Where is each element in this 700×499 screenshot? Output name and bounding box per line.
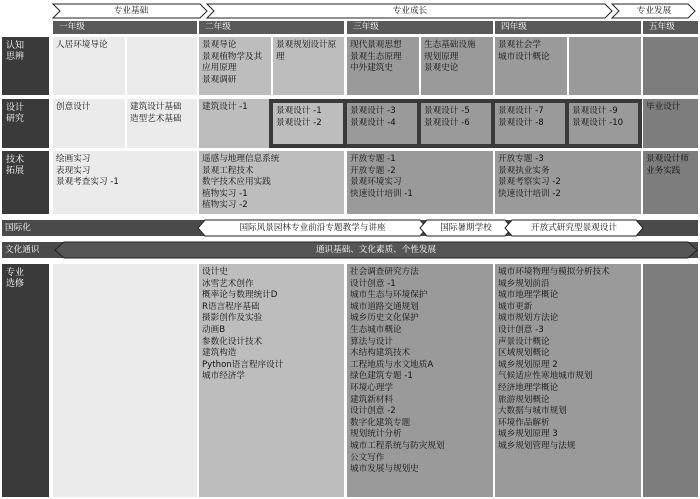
design-y3b: 景观设计 -5 景观设计 -6 [421,103,491,144]
elective-y5 [643,264,698,497]
cognition-y4b [569,37,641,95]
elective-y3: 社会调查研究方法 设计创意 -1 城市生态与环境保护 城市道路交通规划 城乡历史文化保护 生态城市概论 算法与设计 木结构建筑技术 工程地质与水文地质A 绿色建筑专题 -1 环境心理学 建筑新材料 设计创意 -2 数字化建筑专题 规划统计分析 城市工程系统与防灾规划 公文写作 城市发展与规划史 [347,264,493,497]
design-y2a: 建筑设计 -1 [199,99,269,148]
phase-label-growth: 专业成长 [392,6,428,16]
elective-y2: 设计史 冰雪艺术创作 概率论与数理统计D R语言程序基础 摄影创作及实验 动画B 参数化设计技术 建筑构造 Python语言程序设计 城市经济学 [199,264,344,497]
cognition-y3b: 生态基础设施 规划原理 景观史论 [421,37,493,95]
year-4-header: 四年级 [495,21,641,34]
technical-y4: 开放专题 -3 景观执业实务 景观考察实习 -2 快速设计培训 -2 [495,151,641,214]
design-y1a: 创意设计 [53,99,125,148]
design-y4b: 景观设计 -9 景观设计 -10 [569,103,638,144]
row-label-culture: 文化通识 [5,245,40,255]
design-y4a: 景观设计 -7 景观设计 -8 [495,103,565,144]
design-y2b: 景观设计 -1 景观设计 -2 [273,103,343,144]
technical-y3: 开放专题 -1 开放专题 -2 景观环境实习 快速设计培训 -1 [347,151,493,214]
year-2-header: 二年级 [199,21,344,34]
year-1-header: 一年级 [53,21,197,34]
phase-label-development: 专业发展 [636,6,672,16]
international-bar-frontier: 国际风景园林专业前沿专题教学与讲座 [239,223,386,233]
cognition-y2b: 景观规划设计原 理 [273,37,344,95]
cognition-y5 [643,37,698,95]
international-bar-research: 开放式研究型景观设计 [531,223,617,233]
row-label-elective: 专业 选修 [2,264,49,497]
design-y3a: 景观设计 -3 景观设计 -4 [347,103,417,144]
technical-y5: 景观设计师 业务实践 [643,151,698,214]
row-label-technical: 技术 拓展 [2,151,49,214]
row-label-international: 国际化 [5,223,31,233]
elective-y4: 城市环境物理与模拟分析技术 城乡规划前沿 城市地理学概论 城市更新 城市规划方法论 设计创意 -3 声景设计概论 区域规划概论 城乡规划原理 2 气候适应性寒地城市规划 经济地理学概论 旅游规划概论 大数据与城市规划 环境作品解析 城乡规划原理 3 城乡规划管理与法规 [495,264,641,497]
row-label-cognition: 认知 思辨 [2,37,49,95]
cognition-y1b [127,37,197,95]
design-y1b: 建筑设计基础 造型艺术基础 [127,99,197,148]
international-bar-summer: 国际暑期学校 [440,223,492,233]
cognition-y4a: 景观社会学 城市设计概论 [495,37,567,95]
cognition-y3a: 现代景观思想 景观生态原理 中外建筑史 [347,37,419,95]
year-5-header: 五年级 [643,21,698,34]
phase-label-foundation: 专业基础 [113,6,149,16]
cognition-y2a: 景观导论 景观植物学及其 应用原理 景观调研 [199,37,271,95]
design-y5: 毕业设计 [643,99,698,148]
year-3-header: 三年级 [347,21,493,34]
technical-y1: 绘画实习 表现实习 景观考查实习 -1 [53,151,197,214]
cognition-y1a: 人居环境导论 [53,37,125,95]
culture-bar-label: 通识基础、文化素质、个性发展 [315,245,437,255]
elective-y1 [53,264,197,497]
technical-y2: 遥感与地理信息系统 景观工程技术 数字技术应用实践 植物实习 -1 植物实习 -2 [199,151,344,214]
row-label-design: 设计 研究 [2,99,49,148]
